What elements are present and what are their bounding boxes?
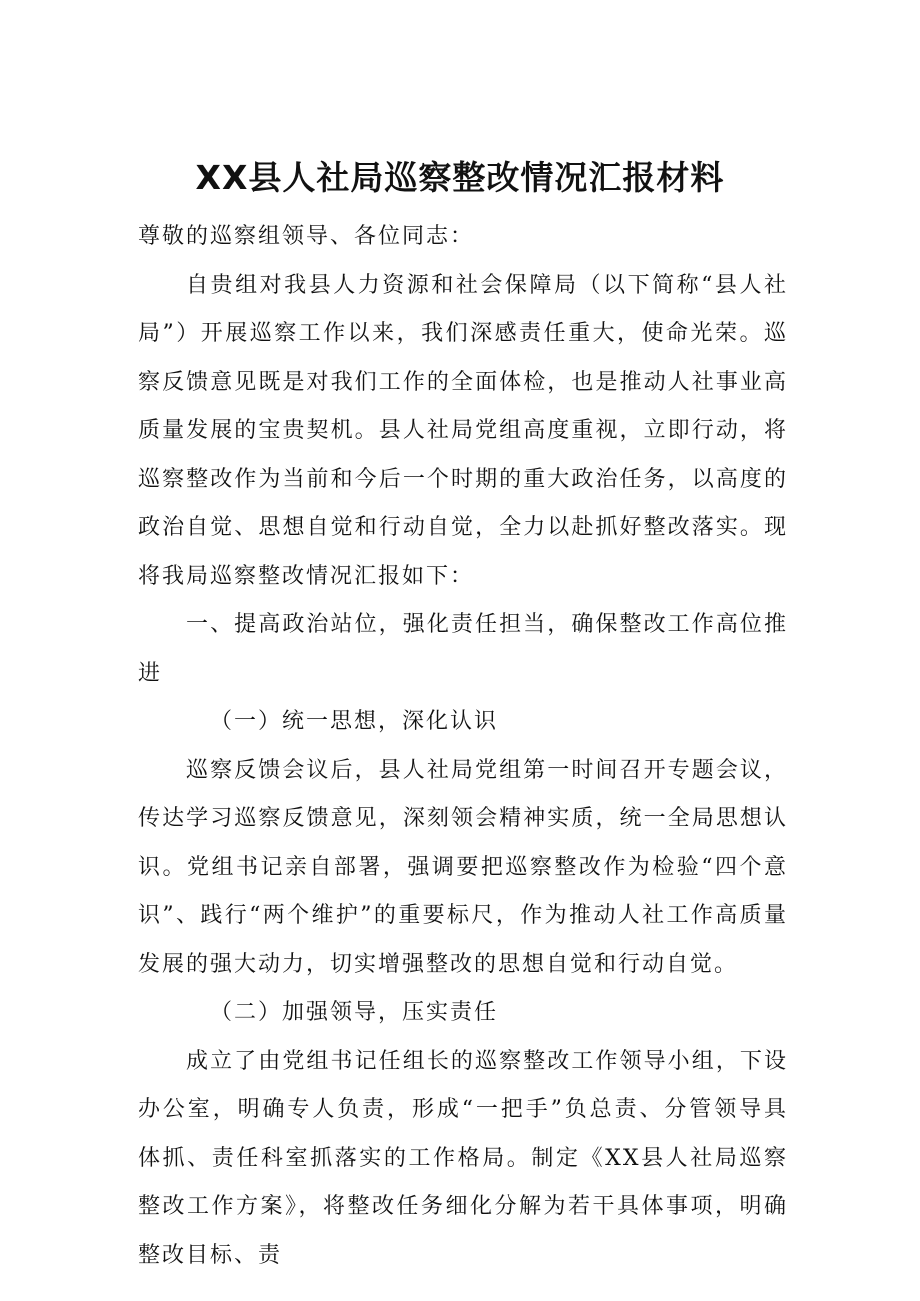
salutation: 尊敬的巡察组领导、各位同志： <box>138 224 475 249</box>
subsection-2-paragraph: 成立了由党组书记任组长的巡察整改工作领导小组，下设办公室，明确专人负责，形成“一把手”负总责、分管领导具体抓、责任科室抓落实的工作格局。制定《XX县人社局巡察整改工作方案》，将整改任务细化分解为若干具体事项，明确整改目标、责 <box>138 1048 788 1268</box>
subsection-1-paragraph: 巡察反馈会议后，县人社局党组第一时间召开专题会议，传达学习巡察反馈意见，深刻领会精神实质，统一全局思想认识。党组书记亲自部署，强调要把巡察整改作为检验“四个意识”、践行“两个维护”的重要标尺，作为推动人社工作高质量发展的强大动力，切实增强整改的思想自觉和行动自觉。 <box>138 757 788 977</box>
document-body <box>138 213 788 1280</box>
section-heading-1: 一、提高政治站位，强化责任担当，确保整改工作高位推进 <box>138 612 788 686</box>
subsection-heading-2: （二）加强领导，压实责任 <box>210 1000 499 1025</box>
intro-paragraph: 自贵组对我县人力资源和社会保障局（以下简称“县人社局”）开展巡察工作以来，我们深感责任重大，使命光荣。巡察反馈意见既是对我们工作的全面体检，也是推动人社事业高质量发展的宝贵契机。县人社局党组高度重视，立即行动，将巡察整改作为当前和今后一个时期的重大政治任务，以高度的政治自觉、思想自觉和行动自觉，全力以赴抓好整改落实。现将我局巡察整改情况汇报如下： <box>138 272 788 589</box>
subsection-heading-1: （一）统一思想，深化认识 <box>210 709 499 734</box>
document-title: XX县人社局巡察整改情况汇报材料 <box>195 158 725 197</box>
